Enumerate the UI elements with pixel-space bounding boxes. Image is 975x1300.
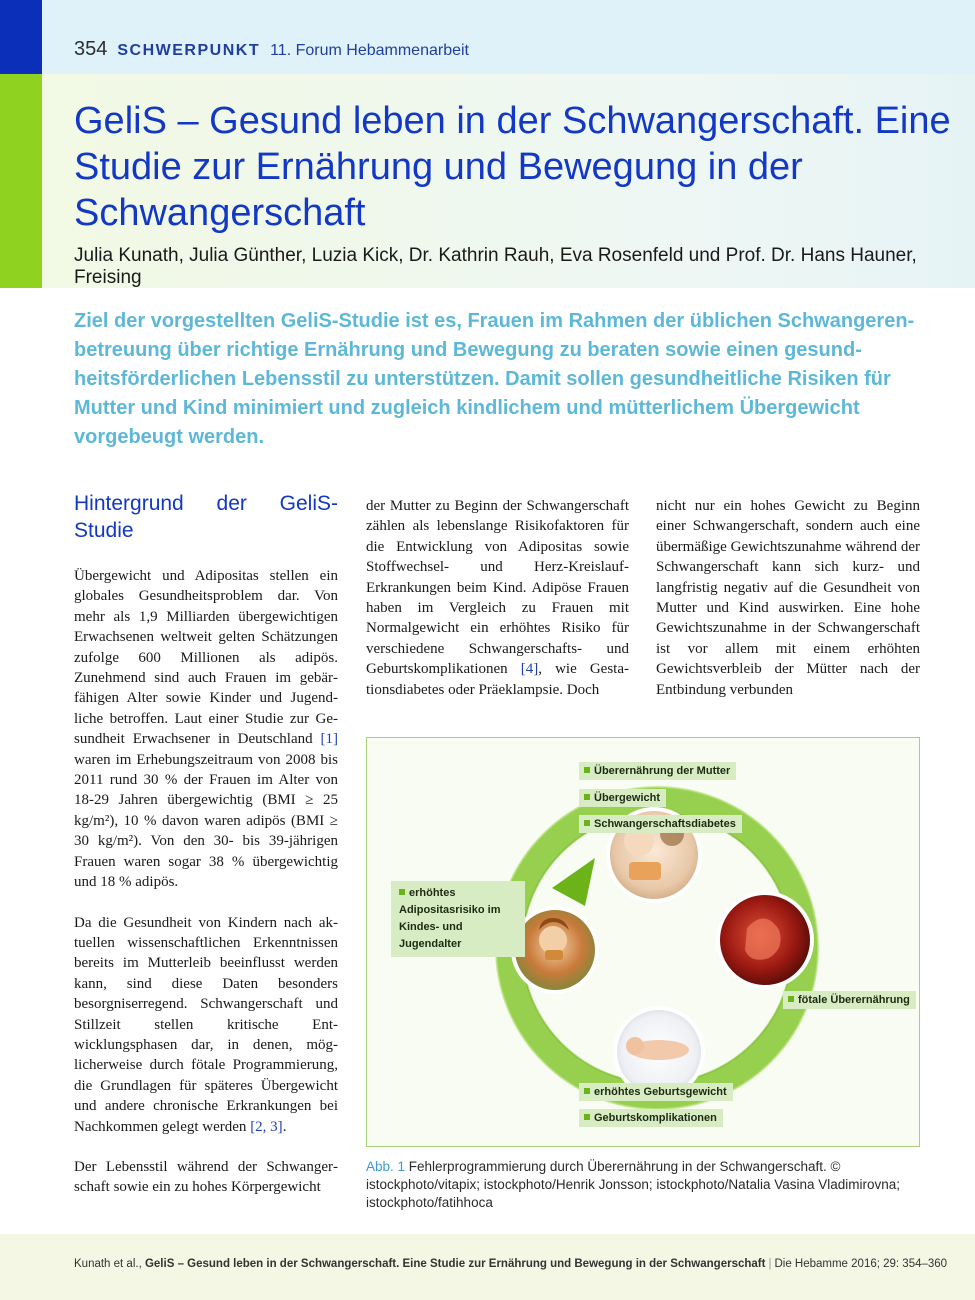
reference-link[interactable]: [2, 3] [250,1118,283,1135]
paragraph-text: waren im Erhebungszeitraum von 2008 bis 2011 rund 30 % der Frauen im Alter von 18-29 Jahren übergewichtig (BMI ≥ 25 kg/m²), 10 % davon waren adipös (BMI ≥ 30 kg/m²). Von den 30- bis 39-jährigen Frauen waren sogar 38 % übergewichtig und 18 % adipös. [74,751,338,891]
bullet-square-icon [584,1088,590,1094]
paragraph [656,496,920,700]
footer-title: GeliS – Gesund leben in der Schwangerschaft. Eine Studie zur Ernährung und Bewegung in der Schwangerschaft [144,1258,766,1270]
subsection-label: 11. Forum Hebammenarbeit [270,42,469,59]
figure-caption-label: Abb. 1 [366,1159,406,1174]
figure-caption [366,1158,926,1212]
paragraph-text: . [282,1118,287,1135]
paragraph-text: Da die Gesundheit von Kindern nach aktuellen wissenschaftlichen Erkenntnissen bereits im Mutterleib beeinflusst werden kann, sind diese Daten besonders besorgniserregend. Schwangerschaft und Stillzeit stellen kritische Entwicklungsphasen dar, in denen, möglicherweise durch fötale Programmierung, die Grundlagen für späteres Übergewicht und andere chronische Erkrankungen bei Nachkommen gelegt werden [74,914,338,1135]
figure-label: Geburtskomplikationen [579,1109,723,1127]
reference-link[interactable]: [4] [520,661,539,678]
bullet-square-icon [584,1114,590,1120]
bullet-square-icon [584,820,590,826]
body-column-1 [74,490,338,1218]
figure-label: Überernährung der Mutter [579,762,736,780]
section-heading: Hintergrund der GeliS-Studie [74,492,338,542]
paragraph-text: , wie Gestationsdiabetes oder Präeklampsie. Doch [366,661,629,698]
paragraph [366,496,629,700]
bullet-square-icon [584,767,590,773]
body-column-3 [656,496,920,720]
figure-label: erhöhtes Geburtsgewicht [579,1083,733,1101]
author-list: Julia Kunath, Julia Günther, Luzia Kick, Dr. Kathrin Rauh, Eva Rosenfeld und Prof. Dr. Hans Hauner, Freising [74,245,917,288]
figure-label-left: erhöhtes Adipositasrisiko im Kindes- und Jugendalter [391,881,525,957]
paragraph [74,1157,338,1198]
paragraph-text: der Mutter zu Beginn der Schwangerschaft zählen als lebenslange Risikofaktoren für die Entwicklung von Adipositas sowie Stoffwechsel- und Herz-Kreislauf-Erkrankungen beim Kind. Adipöse Frauen haben im Vergleich zu Frauen mit Normalgewicht ein erhöhtes Risiko für verschiedene Schwangerschafts- und Geburtskomplikationen [366,498,629,678]
bullet-square-icon [399,889,405,895]
page-number: 354 [74,38,108,60]
footer-citation [74,1258,947,1270]
article-title: GeliS – Gesund leben in der Schwangerschaft. Eine Studie zur Ernährung und Bewegung in der Schwangerschaft [74,100,951,234]
footer-journal: Die Hebamme 2016; 29: 354–360 [774,1258,948,1270]
footer-separator: | [768,1258,772,1270]
cycle-arrow-icon [552,858,595,906]
figure-caption-text: Fehlerprogrammierung durch Überernährung in der Schwangerschaft. © istockphoto/vitapix; istockphoto/Henrik Jonsson; istockphoto/Natalia Vasina Vladimirovna; istockphoto/fatihhoca [366,1159,901,1210]
section-label: SCHWERPUNKT [117,42,261,59]
figure-label-right: fötale Überernährung [783,991,916,1009]
paragraph-text: nicht nur ein hohes Gewicht zu Beginn einer Schwangerschaft, sondern auch eine übermäßige Gewichtszunahme während der Schwangerschaft kann sich kurz- und langfristig negativ auf die Gesundheit von Mutter und Kind auswirken. Eine hohe Gewichtszunahme in der Schwangerschaft ist vor allem mit einem erhöhten Gewichtsverbleib der Mütter nach der Entbindung verbunden [656,498,920,698]
bullet-square-icon [584,794,590,800]
reference-link[interactable]: [1] [320,731,338,748]
paragraph-text: Übergewicht und Adipositas stellen ein globales Gesundheitsproblem dar. Von mehr als 1,9 Milliarden übergewichtigen Erwachsenen weltweit gelten Schätzungen zufolge 600 Millionen als adipös. Zunehmend sind auch Frauen im gebärfähigen Alter sowie Kinder und Jugendliche betroffen. Laut einer Studie zur Gesundheit Erwachsener in Deutschland [74,568,338,748]
running-head [74,38,469,61]
figure-cycle-diagram [366,737,920,1147]
header-band [0,0,975,74]
figure-label: Schwangerschaftsdiabetes [579,815,742,833]
header-accent-bar [0,0,42,74]
figure-label: Übergewicht [579,789,666,807]
title-accent-bar [0,74,42,288]
paragraph [74,566,338,893]
paragraph-text: Der Lebensstil während der Schwangerschaft sowie ein zu hohes Körpergewicht [74,1158,338,1196]
body-column-2 [366,496,629,720]
bullet-square-icon [788,996,794,1002]
abstract: Ziel der vorgestellten GeliS-Studie ist es, Frauen im Rahmen der üblichen Schwangerenbetreuung über richtige Ernährung und Bewegung zu beraten sowie einen gesundheitsförderlichen Lebensstil zu unterstützen. Damit sollen gesundheitliche Risiken für Mutter und Kind minimiert und zugleich kindlichem und mütterlichem Übergewicht vorgebeugt werden. [74,310,915,448]
paragraph [74,913,338,1137]
footer-authors: Kunath et al., [74,1258,145,1270]
